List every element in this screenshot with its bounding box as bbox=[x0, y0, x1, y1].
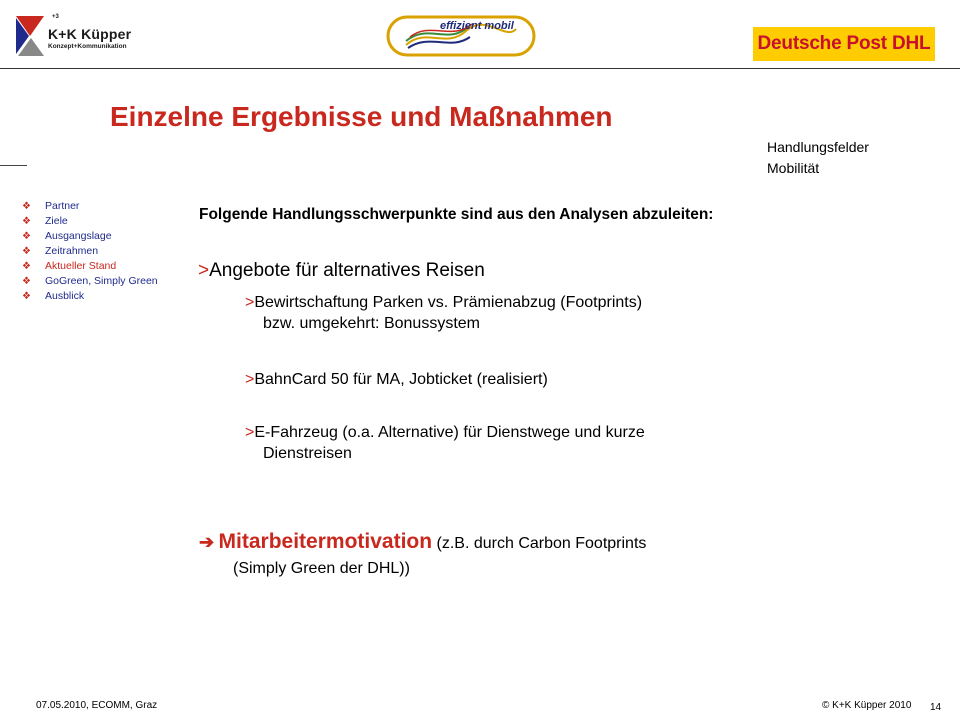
nav-item-label: Ausblick bbox=[45, 290, 85, 302]
nav-item-partner[interactable] bbox=[22, 200, 158, 213]
bullet-marker-icon: > bbox=[245, 424, 255, 441]
sub-bullet-text-cont: Dienstreisen bbox=[263, 445, 352, 462]
motivation-block bbox=[199, 530, 819, 582]
section-label bbox=[767, 137, 869, 179]
diamond-bullet-icon: ❖ bbox=[22, 291, 31, 302]
left-divider bbox=[0, 165, 27, 166]
sub-bullet-parking bbox=[245, 292, 805, 334]
diamond-bullet-icon: ❖ bbox=[22, 276, 31, 287]
deutsche-post-dhl-logo bbox=[753, 27, 935, 61]
bullet-marker-icon: > bbox=[245, 371, 255, 388]
effizient-mobil-text: effizient mobil bbox=[440, 20, 514, 32]
section-label-line1: Handlungsfelder bbox=[767, 139, 869, 155]
footer-copyright: © K+K Küpper 2010 bbox=[822, 700, 912, 711]
footer-date-event: 07.05.2010, ECOMM, Graz bbox=[36, 700, 158, 711]
section-label-line2: Mobilität bbox=[767, 160, 820, 176]
page-number: 14 bbox=[930, 702, 942, 713]
nav-item-label: Zeitrahmen bbox=[45, 245, 99, 257]
effizient-mobil-logo bbox=[386, 15, 536, 57]
main-bullet-text: Angebote für alternatives Reisen bbox=[209, 260, 485, 281]
intro-text: Folgende Handlungsschwerpunkte sind aus den Analysen abzuleiten: bbox=[199, 206, 714, 223]
arrow-right-icon: ➔ bbox=[199, 532, 215, 552]
motivation-text-cont: (Simply Green der DHL)) bbox=[233, 560, 410, 577]
nav-item-label: Ziele bbox=[45, 215, 68, 227]
bullet-marker-icon: > bbox=[245, 294, 255, 311]
kk-logo-superscript: +3 bbox=[52, 14, 59, 20]
nav-item-label: Aktueller Stand bbox=[45, 260, 117, 272]
header-divider bbox=[0, 68, 960, 69]
nav-item-ausblick[interactable] bbox=[22, 290, 158, 303]
bullet-marker-icon: > bbox=[198, 260, 210, 281]
sub-bullet-text: Bewirtschaftung Parken vs. Prämienabzug (Footprints) bbox=[254, 294, 643, 311]
nav-item-ziele[interactable] bbox=[22, 215, 158, 228]
diamond-bullet-icon: ❖ bbox=[22, 231, 31, 242]
nav-item-label: Ausgangslage bbox=[45, 230, 112, 242]
motivation-text: (z.B. durch Carbon Footprints bbox=[436, 535, 647, 552]
sub-bullet-text: E-Fahrzeug (o.a. Alternative) für Dienstwege und kurze bbox=[254, 424, 645, 441]
main-bullet-heading bbox=[198, 260, 485, 282]
agenda-nav bbox=[22, 200, 158, 305]
sub-bullet-efahrzeug bbox=[245, 422, 805, 464]
nav-item-ausgangslage[interactable] bbox=[22, 230, 158, 243]
nav-item-label: Partner bbox=[45, 200, 80, 212]
diamond-bullet-icon: ❖ bbox=[22, 201, 31, 212]
nav-item-gogreen-simply-green[interactable] bbox=[22, 275, 158, 288]
diamond-bullet-icon: ❖ bbox=[22, 246, 31, 257]
slide-title: Einzelne Ergebnisse und Maßnahmen bbox=[110, 101, 613, 132]
sub-bullet-text: BahnCard 50 für MA, Jobticket (realisiert) bbox=[254, 371, 548, 388]
dhl-logo-text: Deutsche Post DHL bbox=[757, 33, 931, 54]
kk-kuepper-logo bbox=[14, 14, 134, 60]
nav-item-zeitrahmen[interactable] bbox=[22, 245, 158, 258]
motivation-title: Mitarbeitermotivation bbox=[218, 530, 433, 553]
diamond-bullet-icon: ❖ bbox=[22, 261, 31, 272]
sub-bullet-bahncard bbox=[245, 369, 805, 390]
kk-logo-subtitle: Konzept+Kommunikation bbox=[48, 43, 127, 50]
kk-diamond-icon bbox=[14, 14, 48, 58]
diamond-bullet-icon: ❖ bbox=[22, 216, 31, 227]
sub-bullet-text-cont: bzw. umgekehrt: Bonussystem bbox=[263, 315, 480, 332]
kk-logo-name: K+K Küpper bbox=[48, 26, 132, 42]
nav-item-aktueller-stand[interactable] bbox=[22, 260, 158, 273]
nav-item-label: GoGreen, Simply Green bbox=[45, 275, 158, 287]
